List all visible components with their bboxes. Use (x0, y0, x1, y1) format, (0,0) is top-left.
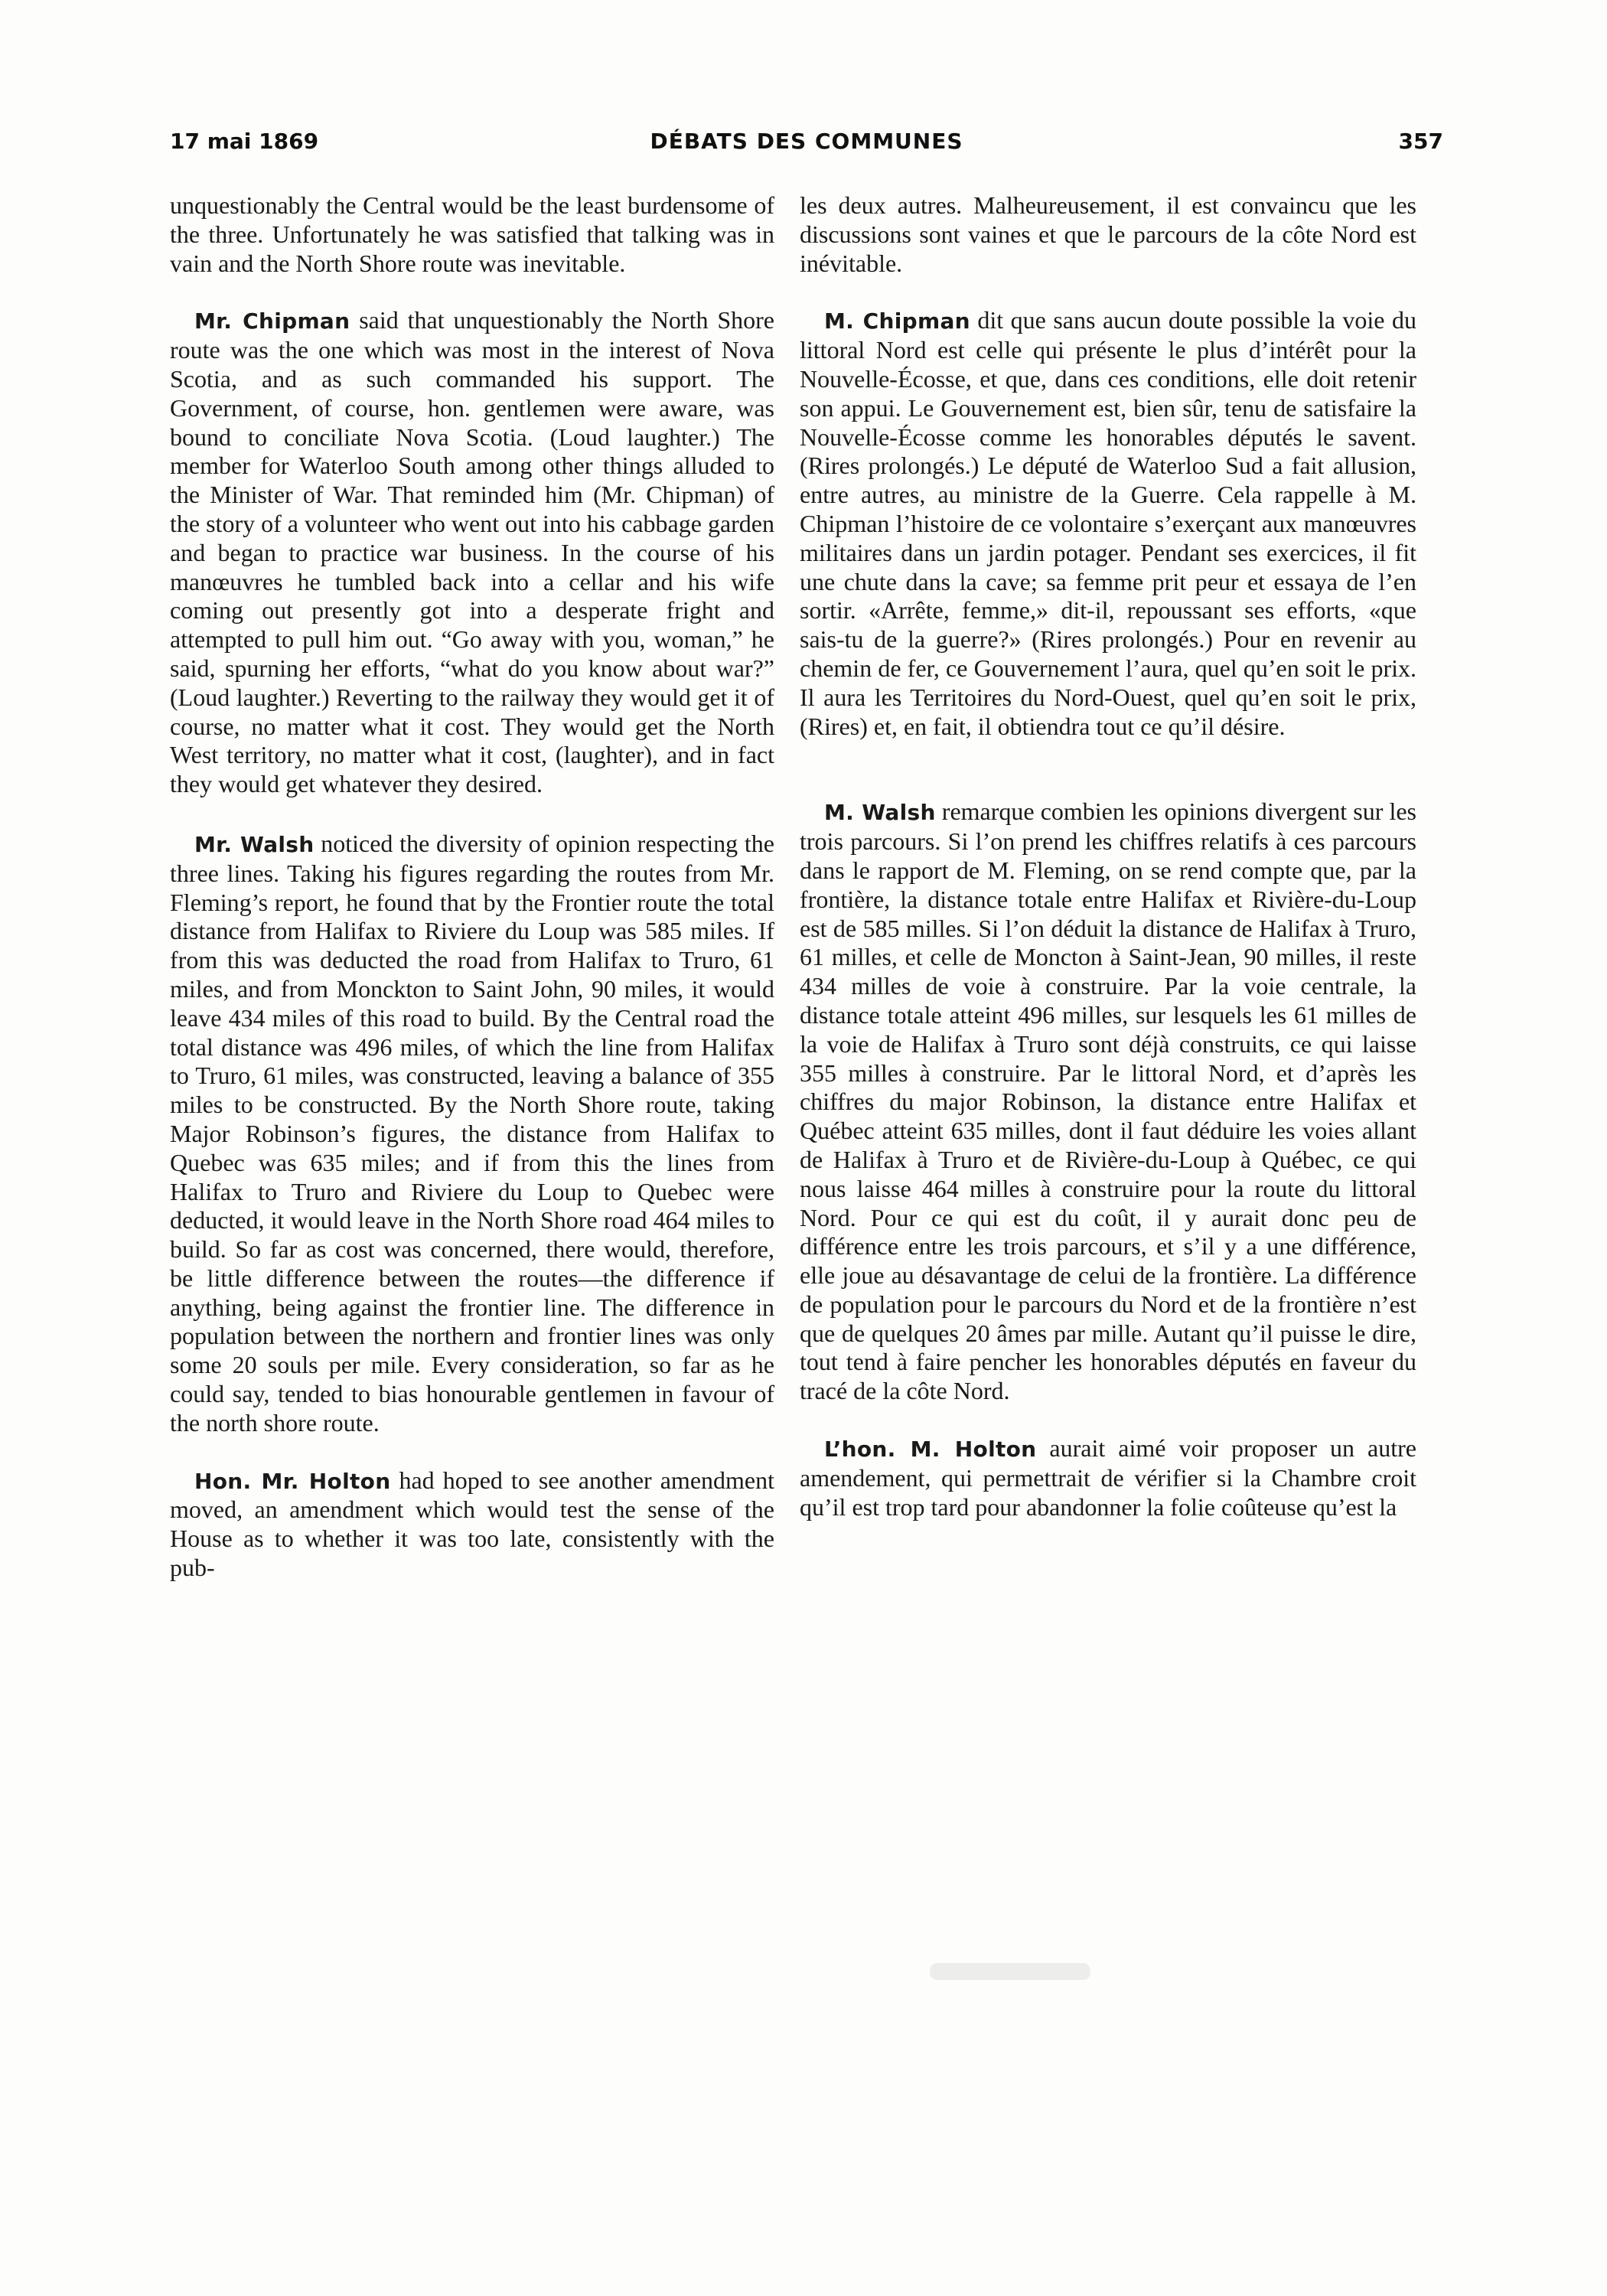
header-date: 17 mai 1869 (170, 129, 319, 154)
speaker-name: M. Chipman (824, 308, 970, 334)
scan-smudge (930, 1963, 1090, 1980)
paragraph-text: noticed the diversity of opinion respecting the three lines. Taking his figures regarding the routes from Mr. Fleming’s report, he found that by the Frontier route the total distance from Halifax to Riviere du Loup was 585 miles. If from this was deducted the road from Halifax to Truro, 61 miles, and from Monckton to Saint John, 90 miles, it would leave 434 miles of this road to build. By the Central road the total distance was 496 miles, of which the line from Halifax to Truro, 61 miles, was constructed, leaving a balance of 355 miles to be constructed. By the North Shore route, taking Major Robinson’s figures, the distance from Halifax to Quebec was 635 miles; and if from this the lines from Halifax to Truro and Riviere du Loup to Quebec were deducted, it would leave in the North Shore road 464 miles to build. So far as cost was concerned, there would, therefore, be little difference between the routes—the difference if anything, being against the frontier line. The difference in population between the northern and frontier lines was only some 20 souls per mile. Every consideration, so far as he could say, tended to bias honourable gentlemen in favour of the north shore route. (170, 829, 775, 1437)
en-paragraph-continuation: unquestionably the Central would be the least burdensome of the three. Unfortunately he was satisfied that talking was in vain and the North Shore route was inevitable. (170, 191, 774, 277)
page-number: 357 (1398, 129, 1443, 154)
fr-paragraph-continuation: les deux autres. Malheureusement, il est convaincu que les discussions sont vaines et que le parcours de la côte Nord est inévitable. (800, 191, 1416, 277)
fr-paragraph-walsh (800, 797, 1416, 1406)
en-paragraph-holton (170, 1466, 774, 1583)
running-head (170, 129, 1443, 162)
speaker-name: Mr. Chipman (194, 308, 350, 334)
paragraph-text: remarque combien les opinions divergent sur les trois parcours. Si l’on prend les chiffres relatifs à ces parcours dans le rapport de M. Fleming, on se rend compte que, par la frontière, la distance totale entre Halifax et Rivière-du-Loup est de 585 milles. Si l’on déduit la distance de Halifax à Truro, 61 milles, et celle de Moncton à Saint-Jean, 90 milles, il reste 434 milles de voie à construire. Par la voie centrale, la distance totale atteint 496 milles, sur lesquels les 61 milles de la voie de Halifax à Truro sont déjà construits, ce qui laisse 355 milles à construire. Par le littoral Nord, et d’après les chiffres du major Robinson, la distance entre Halifax et Québec atteint 635 milles, dont il faut déduire les voies allant de Halifax à Truro et de Rivière-du-Loup à Québec, ce qui nous laisse 464 milles à construire pour la route du littoral Nord. Pour ce qui est du coût, il y aurait donc peu de différence entre les trois parcours, et s’il y a une différence, elle joue au désavantage de celui de la frontière. La différence de population pour le parcours du Nord et de la frontière n’est que de quelques 20 âmes par mille. Autant qu’il puisse le dire, tout tend à faire pencher les honorables députés en faveur du tracé de la côte Nord. (800, 797, 1416, 1405)
english-column (170, 191, 774, 1583)
french-column (800, 191, 1416, 1521)
speaker-name: Mr. Walsh (194, 831, 315, 857)
header-title: DÉBATS DES COMMUNES (650, 129, 963, 154)
fr-paragraph-holton (800, 1434, 1416, 1521)
paragraph-text: aurait aimé voir proposer un autre amendement, qui permettrait de vérifier si la Chambre croit qu’il est trop tard pour abandonner la folie coûteuse qu’est la (800, 1434, 1416, 1521)
fr-paragraph-chipman (800, 306, 1416, 741)
en-paragraph-walsh (170, 830, 774, 1438)
paragraph-text: said that unquestionably the North Shore route was the one which was most in the interest of Nova Scotia, and as such commanded his support. The Government, of course, hon. gentlemen were aware, was bound to conciliate Nova Scotia. (Loud laughter.) The member for Waterloo South among other things alluded to the Minister of War. That reminded him (Mr. Chipman) of the story of a volunteer who went out into his cabbage garden and began to practice war business. In the course of his manœuvres he tumbled back into a cellar and his wife coming out presently got into a desperate fright and attempted to pull him out. “Go away with you, woman,” he said, spurning her efforts, “what do you know about war?” (Loud laughter.) Reverting to the railway they would get it of course, no matter what it cost. They would get the North West territory, no matter what it cost, (laughter), and in fact they would get whatever they desired. (170, 306, 774, 798)
speaker-name: M. Walsh (824, 800, 936, 826)
speaker-name: L’hon. M. Holton (824, 1437, 1037, 1463)
speaker-name: Hon. Mr. Holton (194, 1468, 391, 1494)
paragraph-text: dit que sans aucun doute possible la voie du littoral Nord est celle qui présente le plus d’intérêt pour la Nouvelle-Écosse, et que, dans ces conditions, elle doit retenir son appui. Le Gouvernement est, bien sûr, tenu de satisfaire la Nouvelle-Écosse comme les honorables députés le savent. (Rires prolongés.) Le député de Waterloo Sud a fait allusion, entre autres, au ministre de la Guerre. Cela rappelle à M. Chipman l’histoire de ce volontaire s’exerçant aux manœuvres militaires dans un jardin potager. Pendant ses exercices, il fit une chute dans la cave; sa femme prit peur et essaya de l’en sortir. «Arrête, femme,» dit-il, repoussant ses efforts, «que sais-tu de la guerre?» (Rires prolongés.) Pour en revenir au chemin de fer, ce Gouvernement l’aura, quel qu’en soit le prix. Il aura les Territoires du Nord-Ouest, quel qu’en soit le prix, (Rires) et, en fait, il obtiendra tout ce qu’il désire. (800, 306, 1417, 740)
paragraph-text: had hoped to see another amendment moved, an amendment which would test the sense of the House as to whether it was too late, consistently with the pub- (170, 1466, 775, 1582)
en-paragraph-chipman (170, 306, 774, 799)
